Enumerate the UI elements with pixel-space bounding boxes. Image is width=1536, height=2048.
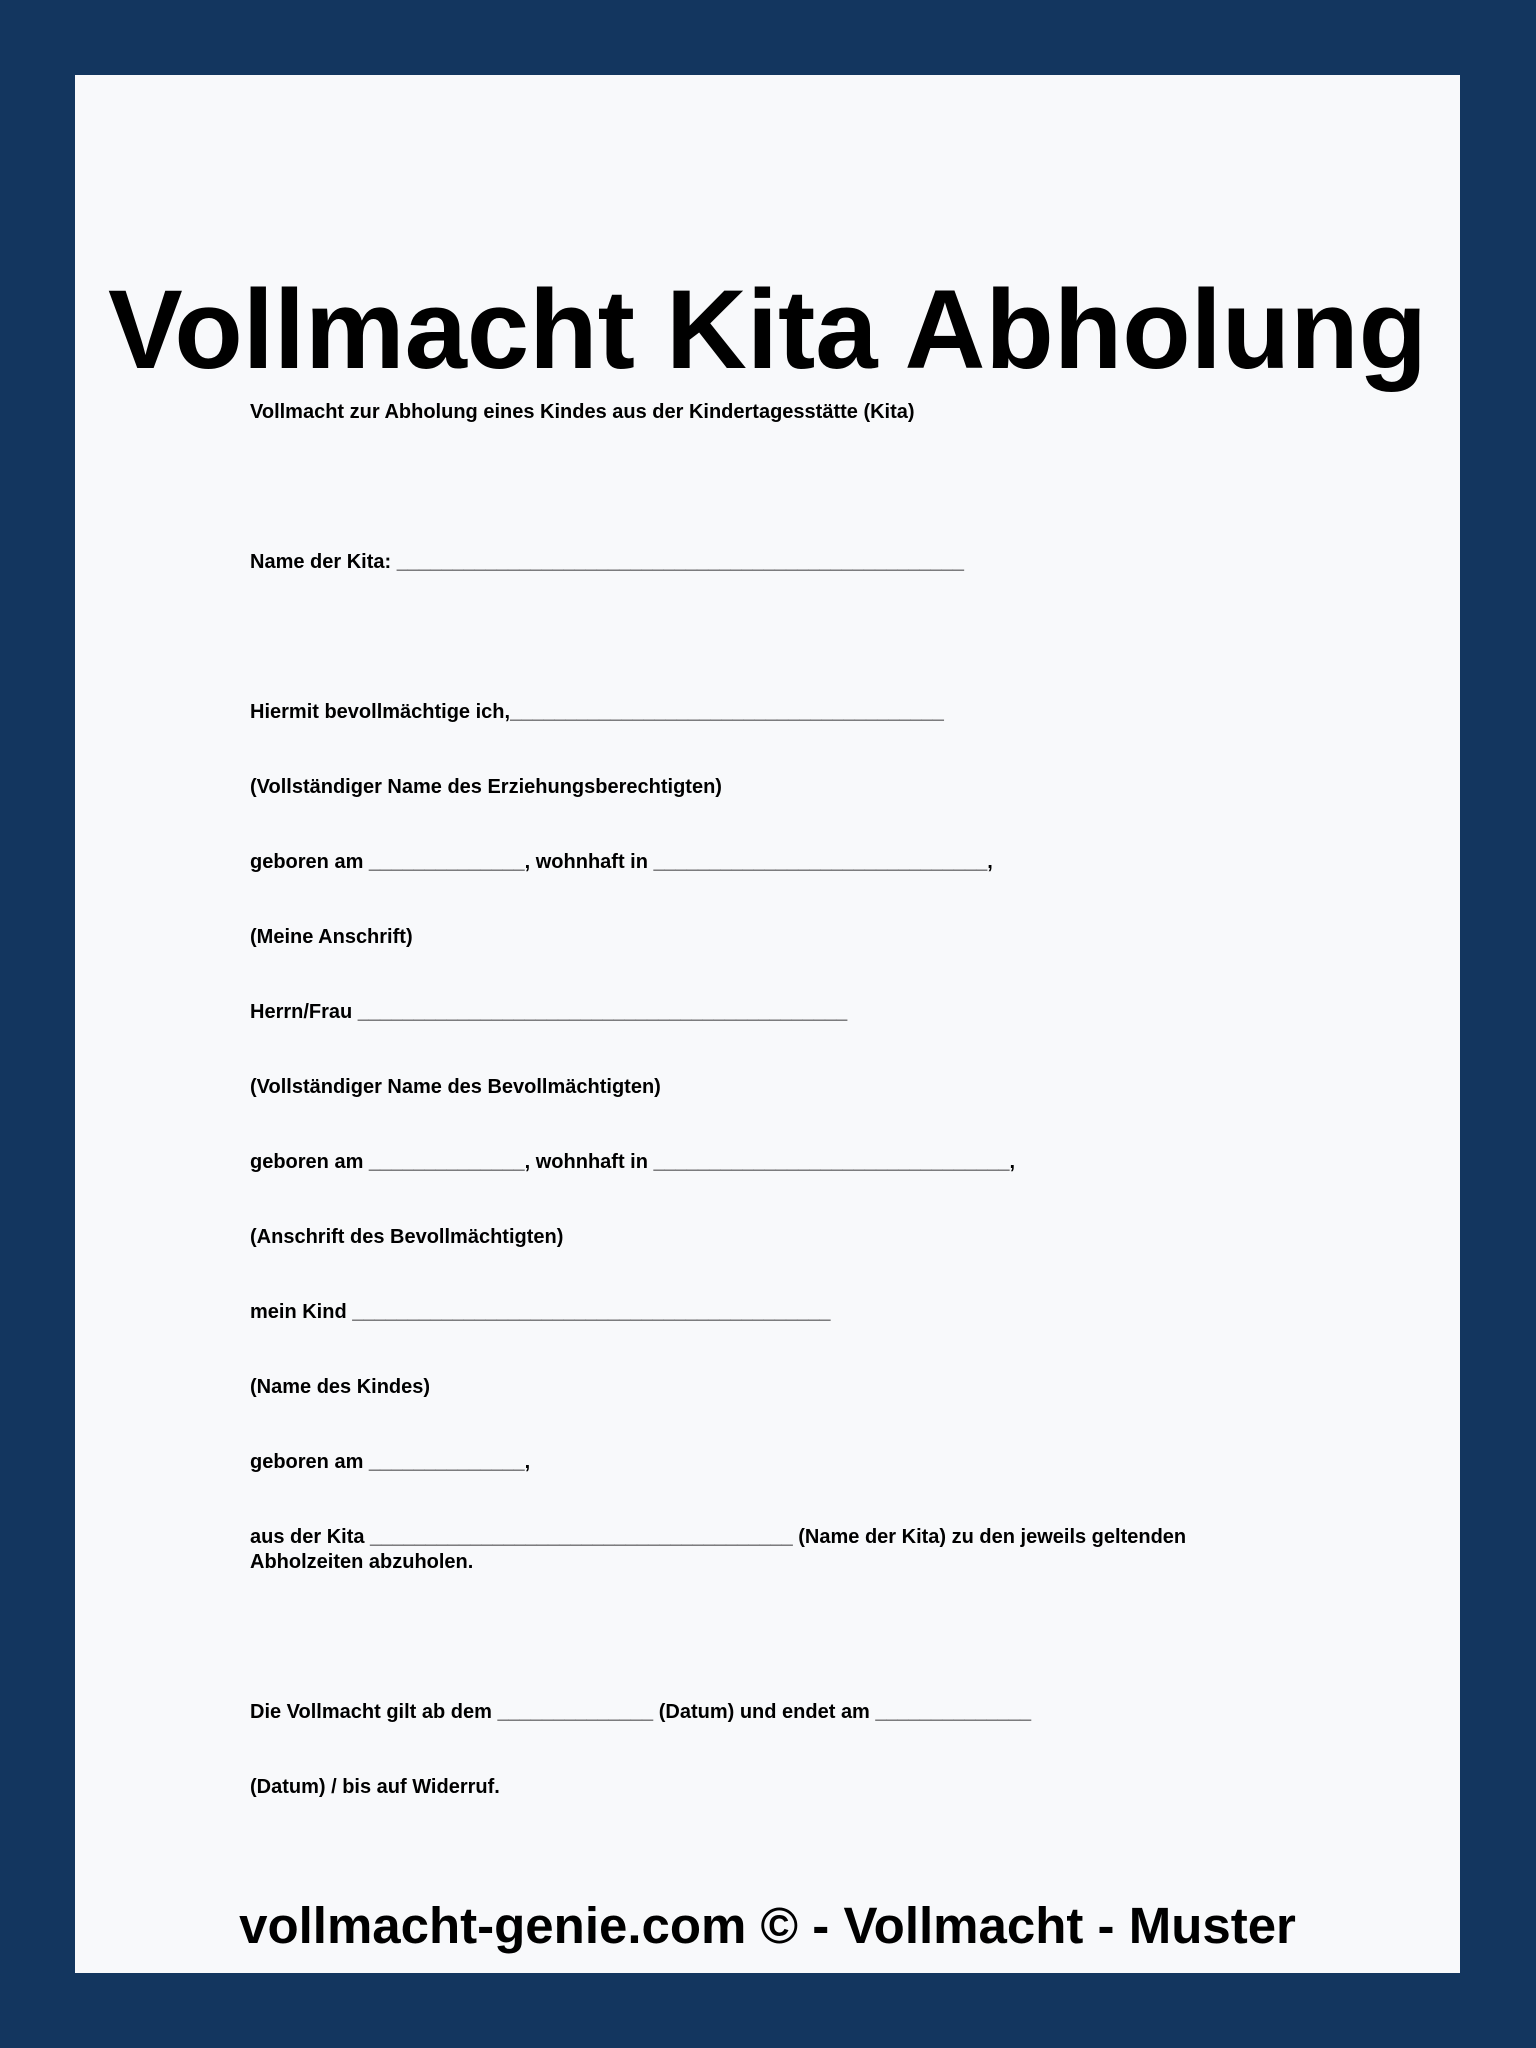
child-name-line: mein Kind ___________________________________________: [250, 1301, 831, 1323]
guardian-birth-address-line: geboren am ______________, wohnhaft in ______________________________,: [250, 851, 993, 873]
representative-name-line: Herrn/Frau ____________________________________________: [250, 1001, 848, 1023]
representative-birth-address-line: geboren am ______________, wohnhaft in ________________________________,: [250, 1151, 1015, 1173]
pickup-line-2: Abholzeiten abzuholen.: [250, 1551, 474, 1573]
footer-watermark: vollmacht-genie.com © - Vollmacht - Muster: [239, 1897, 1296, 1954]
pickup-line-1: aus der Kita ______________________________________ (Name der Kita) zu den jeweils geltenden: [250, 1526, 1187, 1548]
child-birth-line: geboren am ______________,: [250, 1451, 531, 1473]
guardian-address-hint: (Meine Anschrift): [250, 926, 413, 948]
document-page: [75, 75, 1460, 1973]
document-title: Vollmacht Kita Abholung: [107, 267, 1428, 392]
validity-line: Die Vollmacht gilt ab dem ______________ (Datum) und endet am ______________: [250, 1701, 1032, 1723]
guardian-name-hint: (Vollständiger Name des Erziehungsberechtigten): [250, 776, 722, 798]
kita-name-field: Name der Kita: ___________________________________________________: [250, 551, 964, 573]
child-name-hint: (Name des Kindes): [250, 1376, 431, 1398]
representative-address-hint: (Anschrift des Bevollmächtigten): [250, 1226, 564, 1248]
representative-name-hint: (Vollständiger Name des Bevollmächtigten): [250, 1076, 661, 1098]
validity-end-line: (Datum) / bis auf Widerruf.: [250, 1776, 500, 1798]
authorization-line: Hiermit bevollmächtige ich,_______________________________________: [250, 701, 944, 723]
document-subtitle: Vollmacht zur Abholung eines Kindes aus der Kindertagesstätte (Kita): [250, 401, 915, 423]
